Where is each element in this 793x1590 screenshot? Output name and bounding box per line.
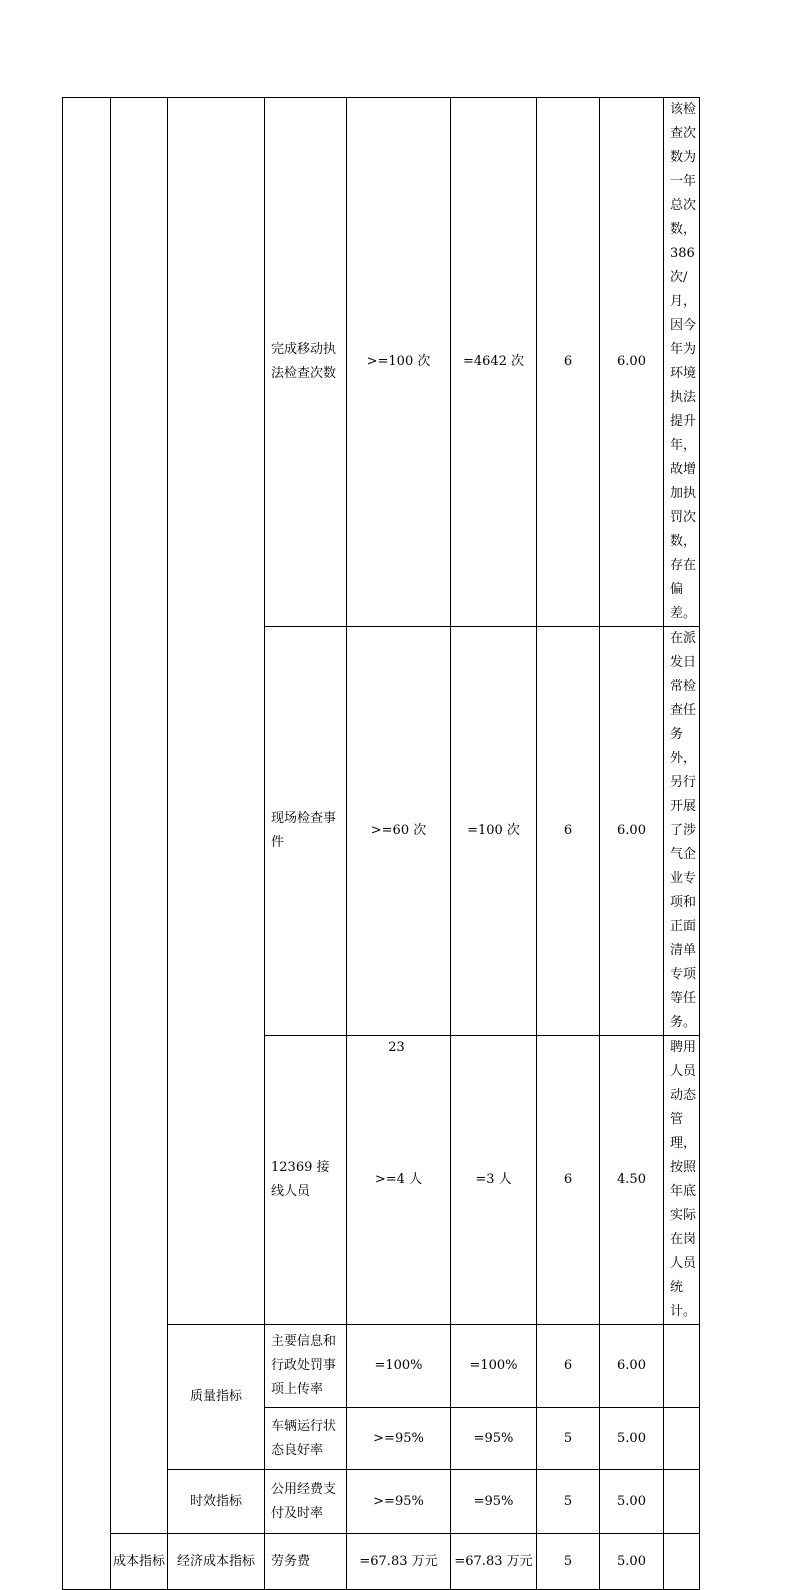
category-cell: 质量指标 xyxy=(168,1325,265,1470)
target-cell: =67.83 万元 xyxy=(347,1534,451,1590)
performance-indicator-table xyxy=(62,97,700,1590)
target-cell: =100% xyxy=(347,1325,451,1408)
indicator-cell: 12369 接线人员 xyxy=(265,1036,347,1325)
score-cell: 5.00 xyxy=(600,1534,664,1590)
actual-cell: =100 次 xyxy=(451,627,537,1036)
actual-cell: =100% xyxy=(451,1325,537,1408)
indicator-cell: 车辆运行状态良好率 xyxy=(265,1408,347,1470)
actual-cell: =95% xyxy=(451,1470,537,1534)
category-cell xyxy=(168,98,265,1325)
indicator-cell: 现场检查事件 xyxy=(265,627,347,1036)
deviation-note-cell xyxy=(664,1408,700,1470)
score-cell: 5.00 xyxy=(600,1470,664,1534)
target-cell: >=4 人 xyxy=(347,1036,451,1325)
target-cell: >=95% xyxy=(347,1470,451,1534)
weight-cell: 6 xyxy=(537,1036,600,1325)
target-cell: >=100 次 xyxy=(347,98,451,627)
indicator-cell: 公用经费支付及时率 xyxy=(265,1470,347,1534)
weight-cell: 5 xyxy=(537,1534,600,1590)
score-cell: 4.50 xyxy=(600,1036,664,1325)
weight-cell: 6 xyxy=(537,627,600,1036)
actual-cell: =3 人 xyxy=(451,1036,537,1325)
target-cell: >=95% xyxy=(347,1408,451,1470)
level2-cell xyxy=(111,98,168,1534)
actual-cell: =95% xyxy=(451,1408,537,1470)
indicator-cell: 主要信息和行政处罚事项上传率 xyxy=(265,1325,347,1408)
score-cell: 6.00 xyxy=(600,98,664,627)
category-cell: 时效指标 xyxy=(168,1470,265,1534)
deviation-note-cell: 该检查次数为一年总次数，386 次/月，因今年为环境执法提升年，故增加执罚次数，存在偏差。 xyxy=(664,98,700,627)
deviation-note-cell xyxy=(664,1325,700,1408)
level2-cell: 成本指标 xyxy=(111,1534,168,1590)
weight-cell: 6 xyxy=(537,98,600,627)
score-cell: 6.00 xyxy=(600,1325,664,1408)
deviation-note-cell: 聘用人员动态管理，按照年底实际在岗人员统计。 xyxy=(664,1036,700,1325)
score-cell: 6.00 xyxy=(600,627,664,1036)
category-cell: 经济成本指标 xyxy=(168,1534,265,1590)
weight-cell: 5 xyxy=(537,1470,600,1534)
target-cell: >=60 次 xyxy=(347,627,451,1036)
table-row xyxy=(63,98,700,627)
deviation-note-cell xyxy=(664,1534,700,1590)
weight-cell: 6 xyxy=(537,1325,600,1408)
weight-cell: 5 xyxy=(537,1408,600,1470)
deviation-note-cell xyxy=(664,1470,700,1534)
page-number: 23 xyxy=(388,1040,405,1055)
actual-cell: =67.83 万元 xyxy=(451,1534,537,1590)
level1-cell xyxy=(63,98,111,1590)
actual-cell: =4642 次 xyxy=(451,98,537,627)
score-cell: 5.00 xyxy=(600,1408,664,1470)
indicator-cell: 完成移动执法检查次数 xyxy=(265,98,347,627)
deviation-note-cell: 在派发日常检查任务外，另行开展了涉气企业专项和正面清单专项等任务。 xyxy=(664,627,700,1036)
indicator-cell: 劳务费 xyxy=(265,1534,347,1590)
table-row xyxy=(63,1534,700,1590)
